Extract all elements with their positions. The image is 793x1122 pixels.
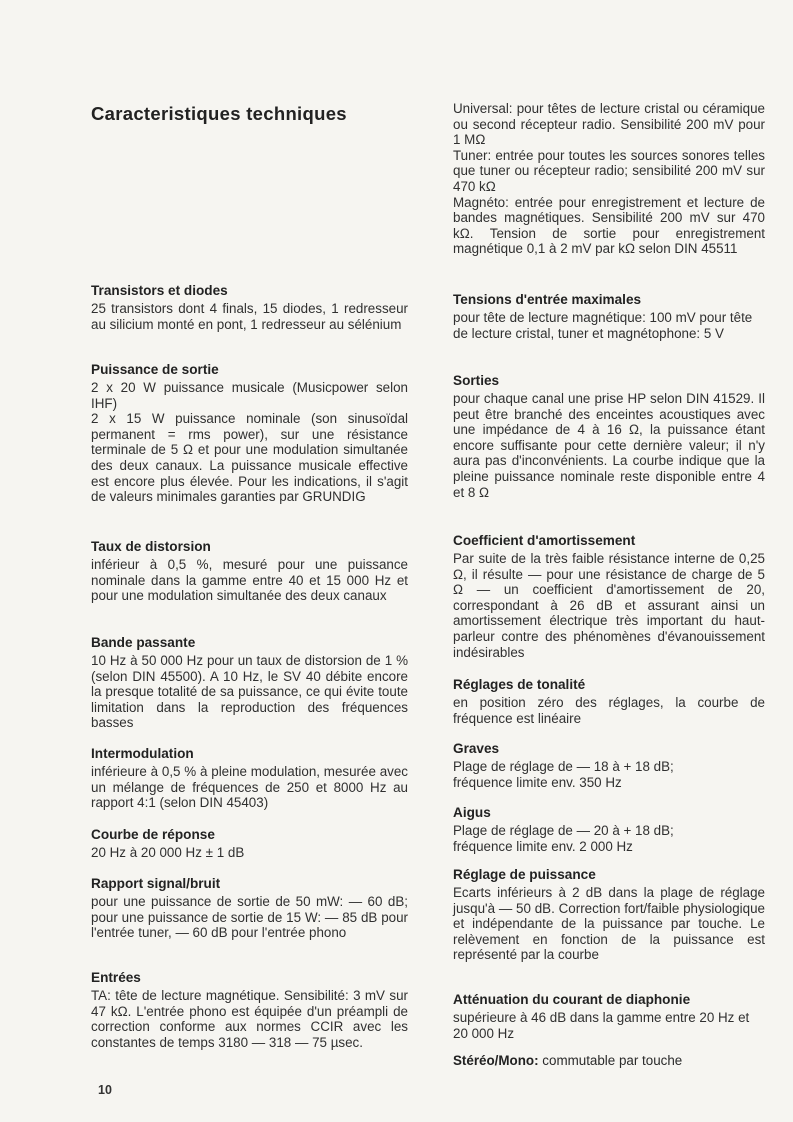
section-text: pour chaque canal une prise HP selon DIN 41529. Il peut être branché des enceintes acoustiques avec une impédance de 4 à 16 Ω, la puissance étant encore suffisante pour cette dernière valeur; il n'y aura pas d'inconvénients. La courbe indique que la pleine puissance nominale reste disponible entre 4 et 8 Ω bbox=[453, 391, 765, 500]
section-distorsion bbox=[91, 538, 408, 604]
section-text: Plage de réglage de — 18 à + 18 dB; bbox=[453, 759, 674, 774]
section-entrees-suite bbox=[453, 101, 765, 257]
section-tonalite bbox=[453, 676, 765, 726]
section-heading: Atténuation du courant de diaphonie bbox=[453, 992, 691, 1007]
section-heading: Sorties bbox=[453, 373, 500, 388]
section-heading: Entrées bbox=[91, 970, 141, 985]
section-heading: Courbe de réponse bbox=[91, 827, 215, 842]
section-heading: Bande passante bbox=[91, 635, 196, 650]
section-tensions-entree bbox=[453, 291, 765, 341]
section-transistors bbox=[91, 282, 408, 332]
section-text: pour tête de lecture magnétique: 100 mV pour tête de lecture cristal, tuner et magnétophone: 5 V bbox=[453, 310, 753, 341]
section-text: Plage de réglage de — 20 à + 18 dB; bbox=[453, 823, 674, 838]
section-intermodulation bbox=[91, 745, 408, 811]
section-heading: Réglage de puissance bbox=[453, 867, 596, 882]
section-courbe-reponse bbox=[91, 826, 408, 861]
section-text: Ecarts inférieurs à 2 dB dans la plage de réglage jusqu'à — 50 dB. Correction fort/faible physiologique et indépendante de la puissance par touche. Le relèvement en fonction de la puissance est représenté par la courbe bbox=[453, 885, 765, 963]
section-text: Magnéto: entrée pour enregistrement et lecture de bandes magnétiques. Sensibilité 200 mV sur 470 kΩ. Tension de sortie pour enregistrement magnétique 0,1 à 2 mV par kΩ selon DIN 45511 bbox=[453, 194, 765, 257]
section-text: inférieure à 0,5 % à pleine modulation, mesurée avec un mélange de fréquences de 250 et 8000 Hz au rapport 4:1 (selon DIN 45403) bbox=[91, 764, 408, 811]
section-text: fréquence limite env. 350 Hz bbox=[453, 774, 622, 790]
section-diaphonie bbox=[453, 991, 765, 1041]
section-text: Par suite de la très faible résistance interne de 0,25 Ω, il résulte — pour une résistance de charge de 5 Ω — un coefficient d'amortissement de 20, correspondant à 26 dB et assurant ainsi un amortissement électrique très important du haut-parleur contre des phénomènes d'évanouissement indésirables bbox=[453, 551, 765, 660]
section-reglage-puissance bbox=[453, 866, 765, 963]
section-text: TA: tête de lecture magnétique. Sensibilité: 3 mV sur 47 kΩ. L'entrée phono est équipée d'un préampli de correction conforme aux normes CCIR avec les constantes de temps 3180 — 318 — 75 µsec. bbox=[91, 988, 408, 1050]
section-puissance-sortie bbox=[91, 361, 408, 505]
page-number: 10 bbox=[98, 1083, 112, 1097]
section-amortissement bbox=[453, 532, 765, 660]
section-text: fréquence limite env. 2 000 Hz bbox=[453, 838, 633, 854]
section-heading: Intermodulation bbox=[91, 746, 194, 761]
section-heading: Coefficient d'amortissement bbox=[453, 533, 636, 548]
section-aigus bbox=[453, 804, 765, 854]
section-text: en position zéro des réglages, la courbe de fréquence est linéaire bbox=[453, 695, 765, 726]
section-heading: Réglages de tonalité bbox=[453, 677, 586, 692]
stereo-mono-value: commutable par touche bbox=[542, 1053, 683, 1068]
section-signal-bruit bbox=[91, 875, 408, 941]
section-text: Universal: pour têtes de lecture cristal ou céramique ou second récepteur radio. Sensibilité 200 mV pour 1 MΩ bbox=[453, 101, 765, 148]
section-text: Tuner: entrée pour toutes les sources sonores telles que tuner ou récepteur radio; sensibilité 200 mV sur 470 kΩ bbox=[453, 147, 765, 194]
stereo-mono-line bbox=[453, 1053, 682, 1069]
page-title: Caracteristiques techniques bbox=[91, 103, 347, 124]
section-heading: Taux de distorsion bbox=[91, 539, 211, 554]
section-heading: Transistors et diodes bbox=[91, 283, 228, 298]
section-graves bbox=[453, 740, 765, 790]
section-text: supérieure à 46 dB dans la gamme entre 20 Hz et 20 000 Hz bbox=[453, 1010, 750, 1041]
section-heading: Rapport signal/bruit bbox=[91, 876, 221, 891]
section-heading: Aigus bbox=[453, 805, 491, 820]
section-heading: Puissance de sortie bbox=[91, 362, 219, 377]
section-text: inférieur à 0,5 %, mesuré pour une puissance nominale dans la gamme entre 40 et 15 000 Hz et pour une modulation simultanée des deux canaux bbox=[91, 557, 408, 604]
section-heading: Tensions d'entrée maximales bbox=[453, 292, 642, 307]
section-text: 2 x 20 W puissance musicale (Musicpower selon IHF) bbox=[91, 380, 408, 411]
section-text: 2 x 15 W puissance nominale (son sinusoïdal permanent = rms power), sur une résistance terminale de 5 Ω et pour une modulation simultanée des deux canaux. La puissance musicale effective est encore plus élevée. Pour les indications, il s'agit de valeurs minimales garanties par GRUNDIG bbox=[91, 411, 408, 505]
section-sorties bbox=[453, 372, 765, 500]
stereo-mono-label: Stéréo/Mono: bbox=[453, 1053, 539, 1068]
section-entrees bbox=[91, 969, 408, 1050]
section-text: 20 Hz à 20 000 Hz ± 1 dB bbox=[91, 845, 245, 860]
section-heading: Graves bbox=[453, 741, 500, 756]
section-text: 25 transistors dont 4 finals, 15 diodes, 1 redresseur au silicium monté en pont, 1 redresseur au sélénium bbox=[91, 301, 408, 332]
section-text: 10 Hz à 50 000 Hz pour un taux de distorsion de 1 % (selon DIN 45500). A 10 Hz, le SV 40 débite encore la presque totalité de sa puissance, ce qui évite toute limitation dans la reproduction des fréquences basses bbox=[91, 653, 408, 731]
section-text: pour une puissance de sortie de 50 mW: — 60 dB; pour une puissance de sortie de 15 W: — 85 dB pour l'entrée tuner, — 60 dB pour l'entrée phono bbox=[91, 894, 408, 941]
section-bande-passante bbox=[91, 634, 408, 731]
